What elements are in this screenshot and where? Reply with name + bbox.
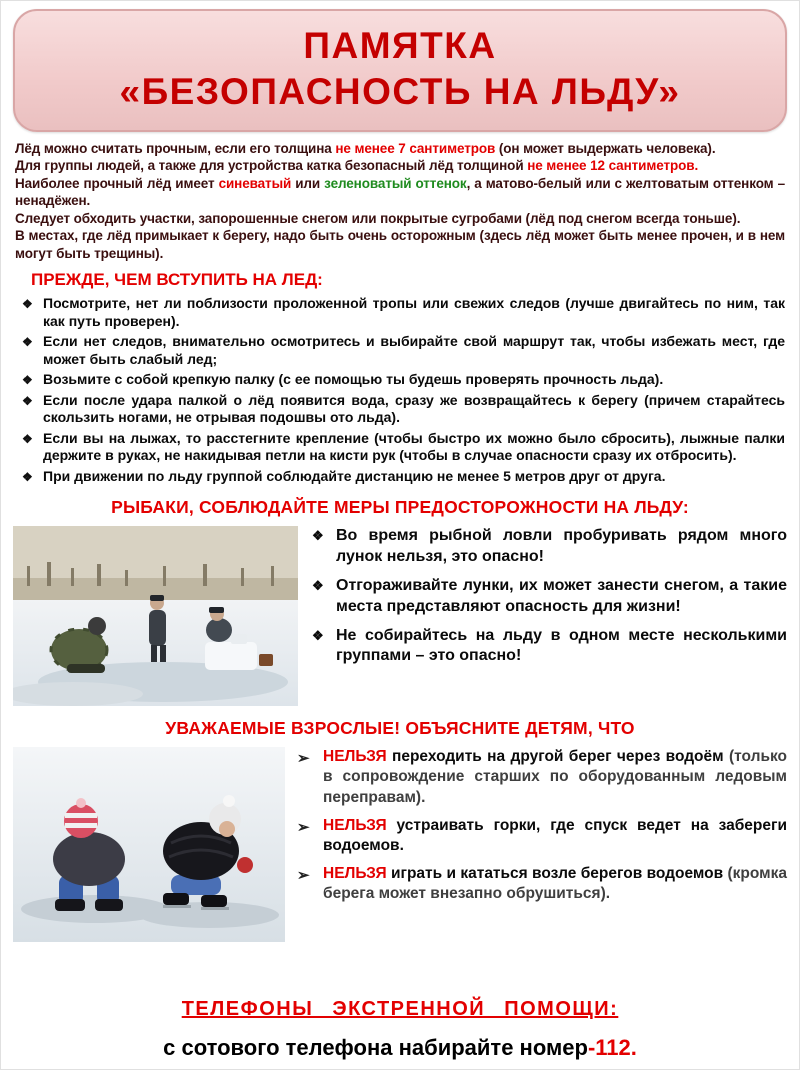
arrow-bullet-icon: ➢ [297, 818, 310, 836]
diamond-bullet-icon: ❖ [22, 373, 33, 388]
intro-paragraph: Наиболее прочный лёд имеет синеватый или зеленоватый оттенок, а матово-белый или с желтоватым оттенком – ненадёжен. [15, 175, 785, 209]
diamond-bullet-icon: ❖ [312, 577, 324, 593]
list-item-text: Возьмите с собой крепкую палку (с ее помощью ты будешь проверять прочность льда). [43, 371, 664, 388]
list-item [297, 747, 787, 807]
list-item-text: Во время рыбной ловли пробуривать рядом много лунок нельзя, это опасно! [336, 527, 787, 566]
list-item [310, 576, 787, 618]
list-item [15, 371, 785, 389]
diamond-bullet-icon: ❖ [312, 627, 324, 643]
list-item-text: НЕЛЬЗЯ устраивать горки, где спуск ведет на забереги водоемов. [323, 816, 787, 854]
diamond-bullet-icon: ❖ [22, 297, 33, 312]
list-item [297, 864, 787, 904]
title-line-2: «БЕЗОПАСНОСТЬ НА ЛЬДУ» [119, 71, 681, 113]
list-item-text: Отгораживайте лунки, их может занести снегом, а такие места представляют опасность для жизни! [336, 576, 787, 615]
list-item [310, 526, 787, 568]
footer [1, 998, 799, 1061]
list-item-text: НЕЛЬЗЯ переходить на другой берег через водоём (только в сопровождение старших по оборудованным ледовым переправам). [323, 748, 787, 806]
list-item-text: Не собирайтесь на льду в одном месте несколькими группами – это опасно! [336, 626, 787, 665]
diamond-bullet-icon: ❖ [22, 335, 33, 350]
section-heading-fishermen: РЫБАКИ, СОБЛЮДАЙТЕ МЕРЫ ПРЕДОСТОРОЖНОСТИ НА ЛЬДУ: [111, 497, 689, 518]
diamond-bullet-icon: ❖ [22, 431, 33, 446]
arrow-bullet-icon: ➢ [297, 750, 310, 768]
list-item [15, 295, 785, 330]
diamond-bullet-icon: ❖ [312, 528, 324, 544]
title-line-1: ПАМЯТКА [303, 25, 497, 66]
emergency-phone-line: с сотового телефона набирайте номер-112. [163, 1035, 637, 1060]
fishermen-on-ice-photo [13, 526, 298, 706]
intro-paragraph: Следует обходить участки, запорошенные снегом или покрытые сугробами (лёд под снегом всегда тоньше). [15, 210, 741, 226]
children-on-ice-photo [13, 747, 285, 942]
intro-text-block [1, 138, 799, 263]
intro-paragraph: Для группы людей, а также для устройства катка безопасный лёд толщиной не менее 12 сантиметров. [15, 158, 699, 174]
children-section [1, 747, 799, 942]
list-item [297, 816, 787, 856]
list-item [15, 468, 785, 486]
list-item-text: НЕЛЬЗЯ играть и кататься возле берегов водоемов (кромка берега может внезапно обрушиться). [323, 865, 787, 903]
emergency-phones-heading: ТЕЛЕФОНЫ ЭКСТРЕННОЙ ПОМОЩИ: [181, 998, 619, 1020]
list-item-text: Если после удара палкой о лёд появится вода, сразу же возвращайтесь к берегу (причем старайтесь скользить ногами, не отрывая подошвы ото льда). [43, 391, 785, 426]
intro-paragraph: В местах, где лёд примыкает к берегу, надо быть очень осторожным (здесь лёд может быть менее прочен, и в нем могут быть трещины). [15, 228, 785, 261]
list-item-text: Если нет следов, внимательно осмотритесь и выбирайте свой маршрут так, чтобы избежать мест, где может быть слабый лед; [43, 333, 785, 367]
list-item [15, 430, 785, 465]
section-heading-adults: УВАЖАЕМЫЕ ВЗРОСЛЫЕ! ОБЪЯСНИТЕ ДЕТЯМ, ЧТО [165, 718, 635, 739]
section-heading-before-ice: ПРЕЖДЕ, ЧЕМ ВСТУПИТЬ НА ЛЕД: [31, 270, 323, 290]
list-item-text: Если вы на лыжах, то расстегните крепление (чтобы быстро их можно было сбросить), лыжные палки держите в руках, не накидывая петли на кисти рук (чтобы в случае опасности сразу их отбросить). [43, 429, 785, 464]
fishermen-list [310, 526, 787, 675]
before-ice-list [1, 295, 799, 485]
arrow-bullet-icon: ➢ [297, 867, 310, 885]
fishermen-section [1, 526, 799, 706]
poster-header [13, 9, 787, 132]
adults-list [297, 747, 787, 912]
list-item [310, 626, 787, 668]
diamond-bullet-icon: ❖ [22, 469, 33, 484]
intro-paragraph: Лёд можно считать прочным, если его толщина не менее 7 сантиметров (он может выдержать человека). [15, 140, 716, 156]
list-item [15, 392, 785, 427]
diamond-bullet-icon: ❖ [22, 393, 33, 408]
list-item-text: Посмотрите, нет ли поблизости проложенной тропы или свежих следов (лучше двигайтесь по ним, так как путь проверен). [43, 295, 785, 329]
list-item-text: При движении по льду группой соблюдайте дистанцию не менее 5 метров друг от друга. [43, 467, 666, 484]
list-item [15, 333, 785, 368]
